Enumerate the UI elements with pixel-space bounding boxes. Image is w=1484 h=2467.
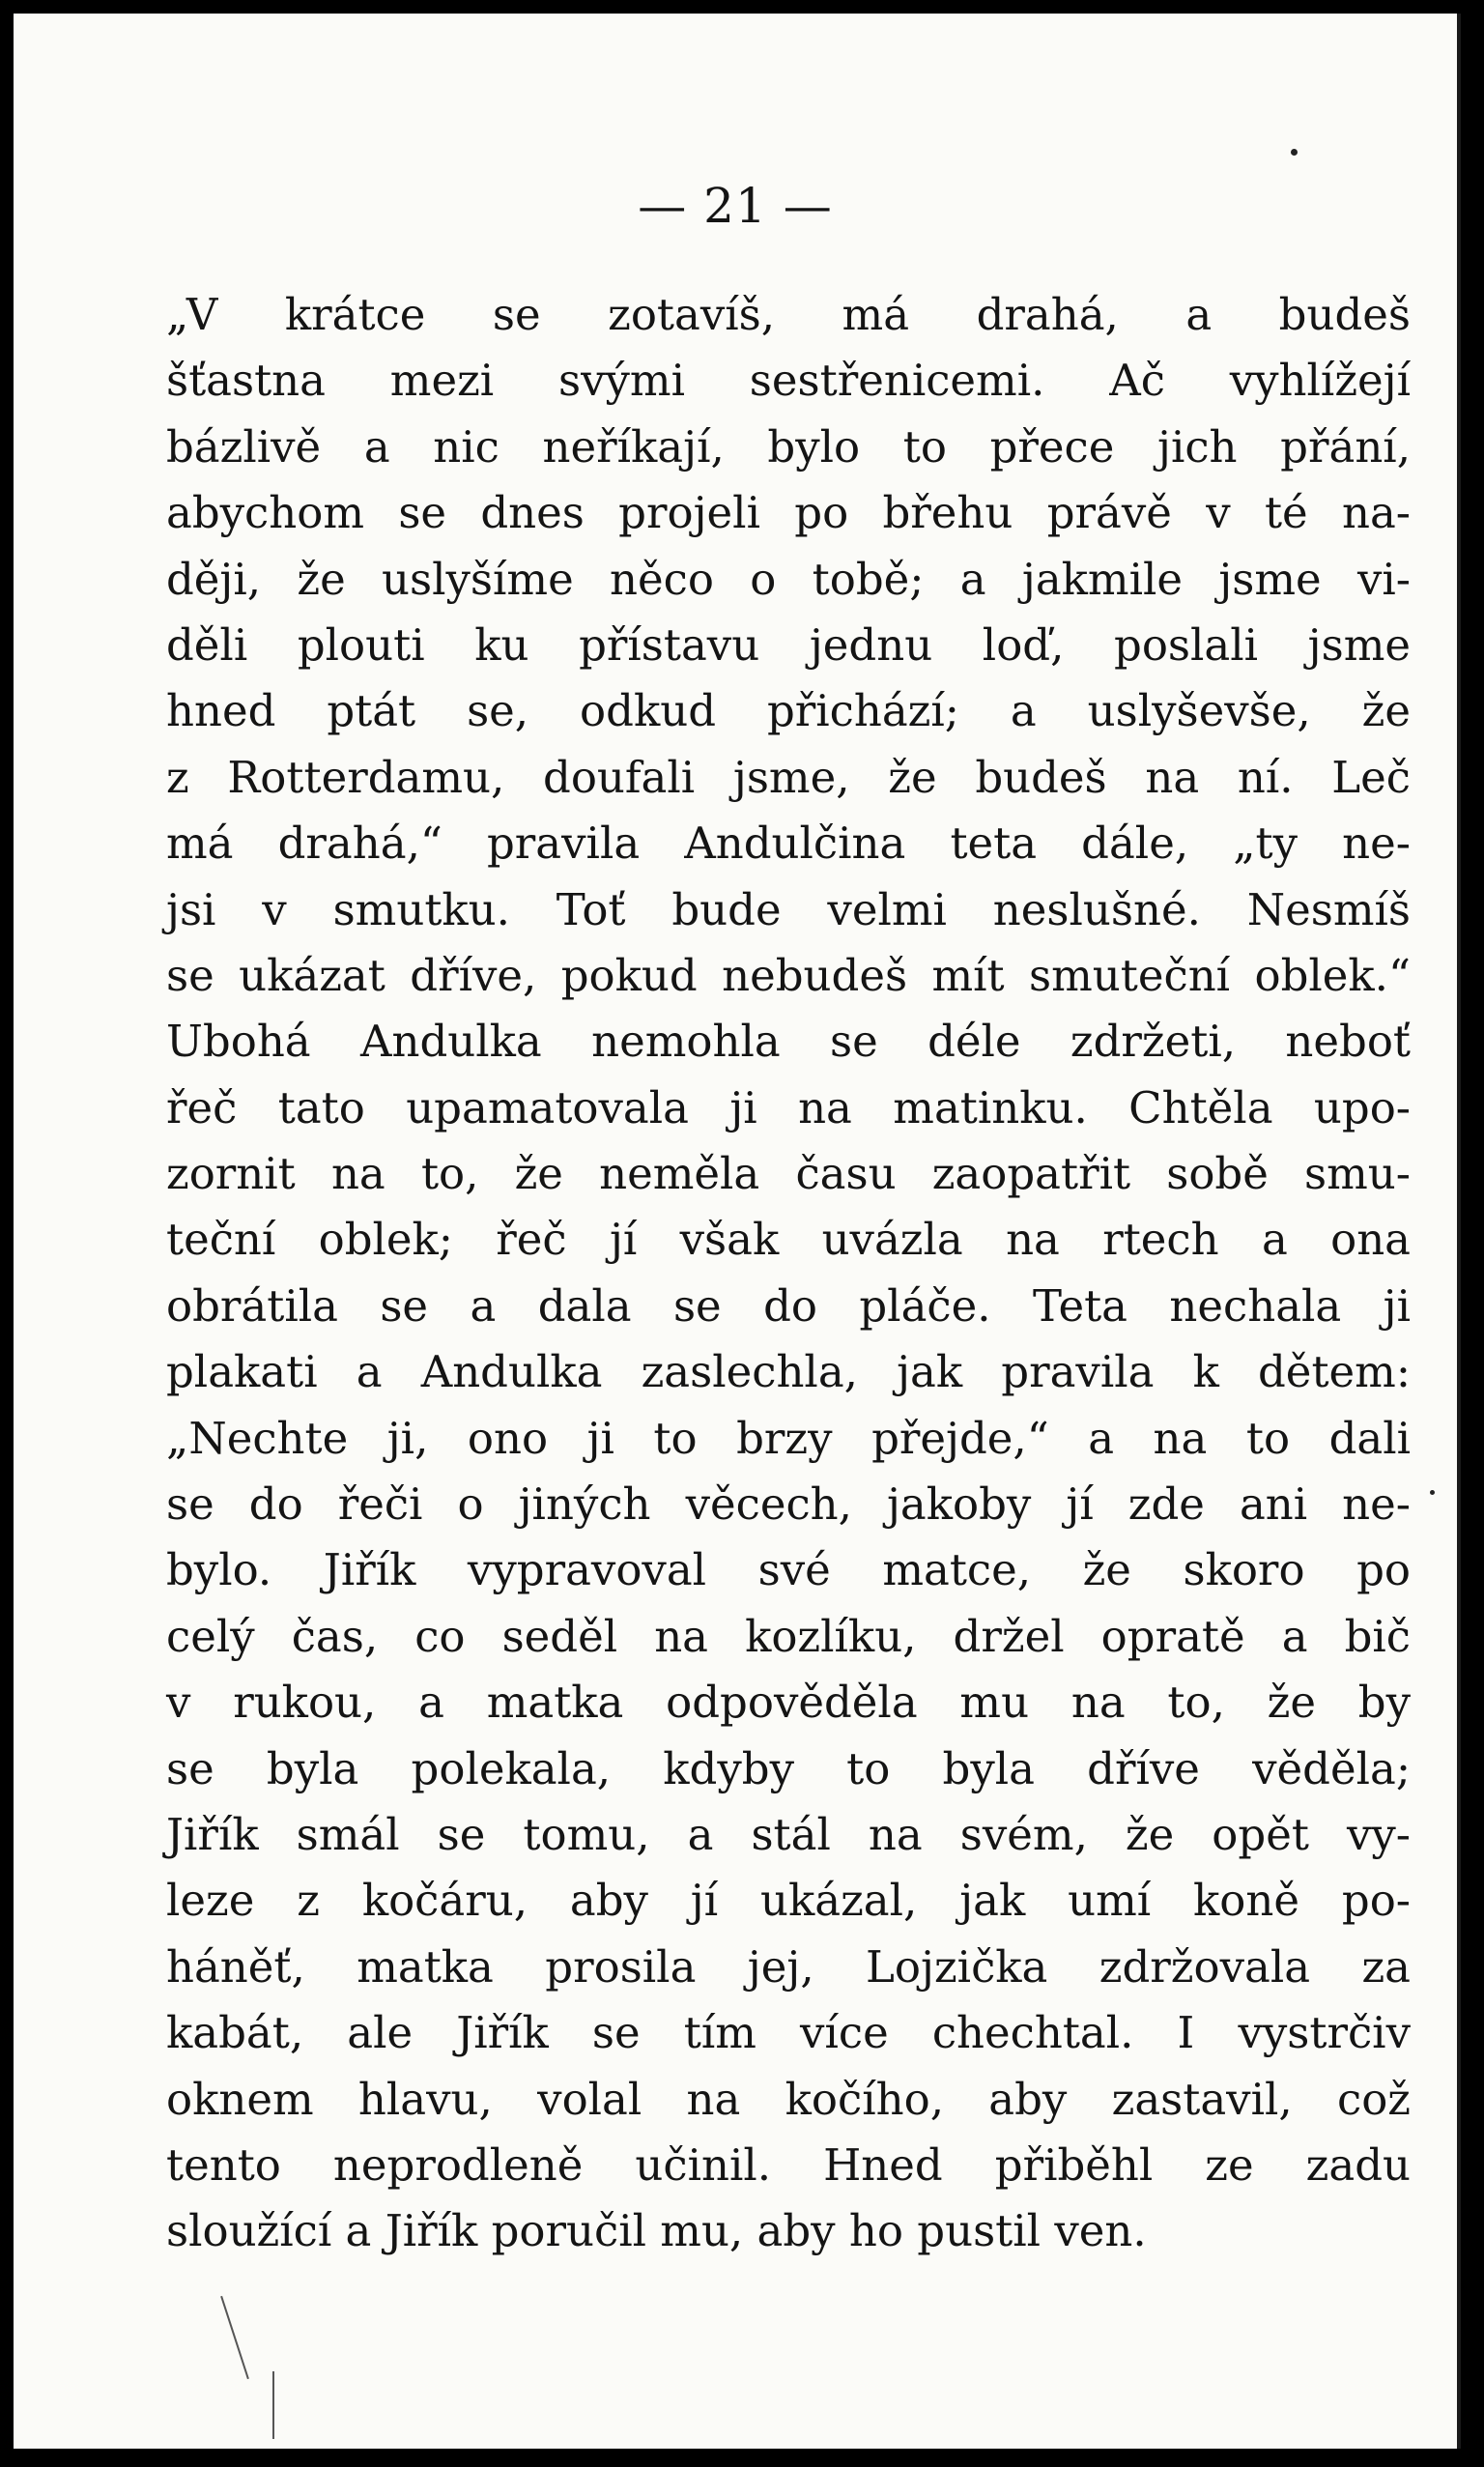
- text-line: teční oblek; řeč jí však uvázla na rtech a ona: [166, 1214, 1411, 1266]
- text-line: šťastna mezi svými sestřenicemi. Ač vyhlížejí: [166, 355, 1411, 407]
- text-line: bázlivě a nic neříkají, bylo to přece jich přání,: [166, 420, 1411, 473]
- text-line: plakati a Andulka zaslechla, jak pravila k dětem:: [166, 1346, 1411, 1398]
- text-line: z Rotterdamu, doufali jsme, že budeš na ní. Leč: [166, 751, 1411, 803]
- margin-pencil-mark: [220, 2296, 249, 2379]
- text-line: řeč tato upamatovala ji na matinku. Chtěla upo-: [166, 1081, 1411, 1133]
- text-line: „Nechte ji, ono ji to brzy přejde,“ a na to dali: [166, 1412, 1411, 1464]
- text-line: abychom se dnes projeli po břehu právě v té na-: [166, 487, 1411, 539]
- text-line: se do řeči o jiných věcech, jakoby jí zde ani ne-: [166, 1478, 1411, 1531]
- text-line: háněť, matka prosila jej, Lojzička zdržovala za: [166, 1940, 1411, 1993]
- text-line: v rukou, a matka odpověděla mu na to, že by: [166, 1677, 1411, 1729]
- ink-speck: [1430, 1490, 1435, 1495]
- text-line: Jiřík smál se tomu, a stál na svém, že opět vy-: [166, 1808, 1411, 1860]
- text-line: Ubohá Andulka nemohla se déle zdržeti, neboť: [166, 1016, 1411, 1068]
- text-line: se byla polekala, kdyby to byla dříve věděla;: [166, 1742, 1411, 1794]
- text-line: leze z kočáru, aby jí ukázal, jak umí koně po-: [166, 1875, 1411, 1927]
- book-page: [14, 14, 1461, 2449]
- margin-pencil-mark: [272, 2371, 274, 2439]
- text-line: ději, že uslyšíme něco o tobě; a jakmile jsme vi-: [166, 553, 1411, 605]
- text-line: bylo. Jiřík vypravoval své matce, že skoro po: [166, 1544, 1411, 1596]
- text-line: kabát, ale Jiřík se tím více chechtal. I vystrčiv: [166, 2007, 1411, 2059]
- text-line: jsi v smutku. Toť bude velmi neslušné. Nesmíš: [166, 883, 1411, 935]
- ink-speck: [1291, 149, 1298, 156]
- text-line: děli plouti ku přístavu jednu loď, poslali jsme: [166, 618, 1411, 671]
- text-line: hned ptát se, odkud přichází; a uslyševše, že: [166, 685, 1411, 737]
- page-number: — 21 —: [638, 178, 833, 234]
- text-line: tento neprodleně učinil. Hned přiběhl ze zadu: [166, 2138, 1411, 2191]
- text-line: oknem hlavu, volal na kočího, aby zastavil, což: [166, 2073, 1411, 2125]
- text-line: celý čas, co seděl na kozlíku, držel opratě a bič: [166, 1610, 1411, 1662]
- text-line: se ukázat dříve, pokud nebudeš mít smuteční oblek.“: [166, 949, 1411, 1001]
- text-line: obrátila se a dala se do pláče. Teta nechala ji: [166, 1279, 1411, 1332]
- text-line: má drahá,“ pravila Andulčina teta dále, „ty ne-: [166, 818, 1411, 870]
- body-text: [166, 282, 1411, 2265]
- text-line: „V krátce se zotavíš, má drahá, a budeš: [166, 289, 1411, 340]
- text-line: sloužící a Jiřík poručil mu, aby ho pustil ven.: [166, 2205, 1147, 2257]
- text-line: zornit na to, že neměla času zaopatřit sobě smu-: [166, 1148, 1411, 1200]
